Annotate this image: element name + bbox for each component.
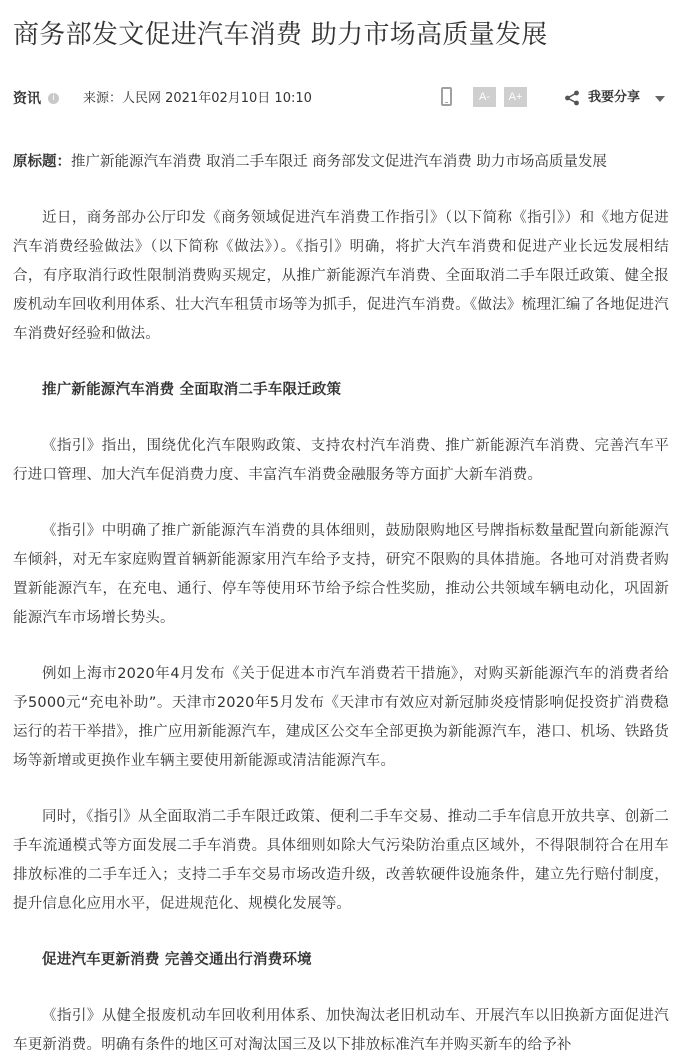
original-title-text: 推广新能源汽车消费 取消二手车限迁 商务部发文促进汽车消费 助力市场高质量发展	[71, 154, 607, 170]
share-button[interactable]: 我要分享	[588, 90, 641, 105]
paragraph: 近日，商务部办公厅印发《商务领域促进汽车消费工作指引》（以下简称《指引》）和《地方促进汽车消费经验做法》（以下简称《做法》）。《指引》明确，将扩大汽车消费和促进产业长远发展相结合，有序取消行政性限制消费购买规定，从推广新能源汽车消费、全面取消二手车限迁政策、健全报废机动车回收利用体系、壮大汽车租赁市场等为抓手，促进汽车消费。《做法》梳理汇编了各地促进汽车消费好经验和做法。	[13, 210, 669, 342]
section-heading: 促进汽车更新消费 完善交通出行消费环境	[42, 952, 312, 968]
original-title	[13, 148, 669, 177]
article-title: 商务部发文促进汽车消费 助力市场高质量发展	[13, 20, 548, 50]
paragraph: 《指引》从健全报废机动车回收利用体系、加快淘汰老旧机动车、开展汽车以旧换新方面促进汽车更新消费。明确有条件的地区可对淘汰国三及以下排放标准汽车并购买新车的给予补	[13, 1008, 669, 1053]
paragraph: 同时，《指引》从全面取消二手车限迁政策、便利二手车交易、推动二手车信息开放共享、创新二手车流通模式等方面发展二手车消费。具体细则如除大气污染防治重点区域外，不得限制符合在用车排放标准的二手车迁入；支持二手车交易市场改造升级，改善软硬件设施条件，建立先行赔付制度，提升信息化应用水平，促进规范化、规模化发展等。	[13, 809, 669, 912]
category-label[interactable]: 资讯	[13, 91, 41, 107]
paragraph: 《指引》指出，围绕优化汽车限购政策、支持农村汽车消费、推广新能源汽车消费、完善汽车平行进口管理、加大汽车促消费力度、丰富汽车消费金融服务等方面扩大新车消费。	[13, 438, 669, 483]
paragraph: 《指引》中明确了推广新能源汽车消费的具体细则，鼓励限购地区号牌指标数量配置向新能源汽车倾斜，对无车家庭购置首辆新能源家用汽车给予支持，研究不限购的具体措施。各地可对消费者购置新能源汽车，在充电、通行、停车等使用环节给予综合性奖励，推动公共领域车辆电动化，巩固新能源汽车市场增长势头。	[13, 523, 669, 626]
share-icon[interactable]	[564, 90, 580, 106]
chevron-down-icon[interactable]	[655, 96, 665, 102]
article-body	[13, 148, 669, 1060]
info-icon[interactable]: i	[48, 93, 59, 104]
section-heading: 推广新能源汽车消费 全面取消二手车限迁政策	[42, 382, 342, 398]
mobile-view-icon[interactable]	[441, 87, 452, 106]
article-meta-bar	[13, 86, 667, 112]
paragraph: 例如上海市2020年4月发布《关于促进本市汽车消费若干措施》，对购买新能源汽车的消费者给予5000元“充电补助”。天津市2020年5月发布《天津市有效应对新冠肺炎疫情影响促投资扩消费稳运行的若干举措》，推广应用新能源汽车，建成区公交车全部更换为新能源汽车，港口、机场、铁路货场等新增或更换作业车辆主要使用新能源或清洁能源汽车。	[13, 666, 669, 769]
original-title-label: 原标题：	[13, 154, 71, 170]
font-decrease-button[interactable]: A-	[473, 87, 496, 107]
article-source: 来源：人民网 2021年02月10日 10:10	[83, 91, 312, 106]
font-increase-button[interactable]: A+	[504, 87, 527, 107]
